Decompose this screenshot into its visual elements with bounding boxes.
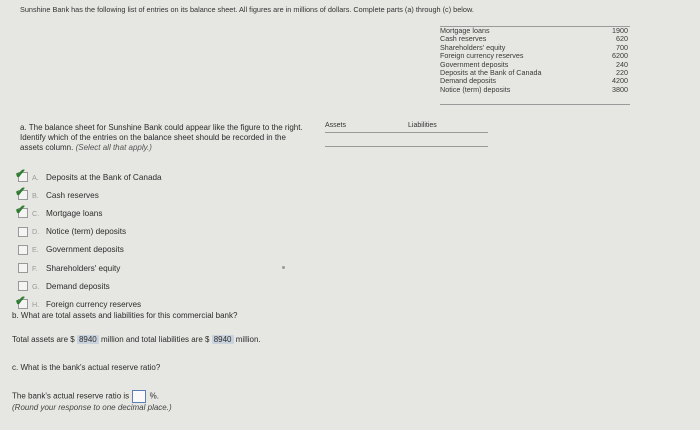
reserve-ratio-input[interactable]	[132, 390, 146, 403]
checkbox[interactable]	[15, 293, 28, 309]
rounding-note: (Round your response to one decimal place.)	[12, 403, 172, 412]
option-label: Government deposits	[46, 245, 124, 255]
entry-name: Foreign currency reserves	[440, 51, 524, 61]
option-label: Demand deposits	[46, 281, 110, 291]
balance-sheet-entries	[440, 27, 628, 94]
checkmark-icon: ✔	[15, 293, 26, 309]
option-c[interactable]	[12, 204, 162, 222]
total-assets-input[interactable]: 8940	[78, 335, 97, 344]
part-c-prefix: The bank's actual reserve ratio is	[12, 391, 130, 401]
entry-value: 620	[616, 34, 628, 44]
part-c-suffix: %.	[149, 391, 159, 401]
part-a-question-text: a. The balance sheet for Sunshine Bank could appear like the figure to the right. Identify which of the entries on the balance sheet should be recorded in the assets column.	[20, 123, 303, 152]
option-letter: H.	[32, 299, 40, 309]
option-label: Shareholders' equity	[46, 263, 121, 273]
option-a[interactable]	[12, 168, 162, 186]
entry-value: 220	[616, 68, 628, 78]
option-b[interactable]	[12, 186, 162, 204]
assets-divider	[325, 132, 488, 133]
entry-name: Government deposits	[440, 59, 509, 69]
checkmark-icon: ✔	[15, 166, 26, 182]
part-b-answer	[12, 335, 261, 344]
checkmark-icon: ✔	[15, 202, 26, 218]
part-a-question	[20, 123, 310, 153]
total-liabilities-input[interactable]: 8940	[213, 335, 232, 344]
entry-value: 3800	[612, 84, 628, 94]
entry-value: 6200	[612, 51, 628, 61]
assets-column-label: Assets	[325, 122, 347, 129]
entry-value: 240	[616, 59, 628, 69]
option-letter: F.	[32, 263, 38, 273]
checkmark-icon: ✔	[15, 184, 26, 200]
entry-value: 4200	[612, 76, 628, 86]
entries-bottom-divider	[440, 104, 630, 105]
checkbox[interactable]	[18, 245, 28, 255]
option-f[interactable]	[12, 259, 162, 277]
option-label: Mortgage loans	[46, 208, 103, 218]
part-b-middle: million and total liabilities are $	[100, 335, 210, 344]
checkbox[interactable]	[18, 227, 28, 237]
entry-row	[440, 86, 628, 94]
entry-name: Deposits at the Bank of Canada	[440, 68, 542, 78]
checkbox[interactable]	[15, 166, 28, 182]
option-d[interactable]	[12, 223, 162, 241]
entry-value: 1900	[612, 26, 628, 35]
option-letter: A.	[32, 172, 39, 182]
entry-name: Shareholders' equity	[440, 42, 506, 52]
option-letter: C.	[32, 208, 40, 218]
mouse-cursor	[282, 266, 285, 269]
option-label: Foreign currency reserves	[46, 299, 142, 309]
option-e[interactable]	[12, 241, 162, 259]
entry-name: Notice (term) deposits	[440, 84, 511, 94]
part-c-question: c. What is the bank's actual reserve ratio?	[12, 363, 161, 372]
entry-value: 700	[616, 42, 628, 52]
liabilities-column-label: Liabilities	[408, 122, 437, 129]
part-b-suffix: million.	[235, 335, 261, 344]
checkbox[interactable]	[15, 184, 28, 200]
option-letter: G.	[32, 281, 40, 291]
option-label: Notice (term) deposits	[46, 227, 127, 237]
entry-name: Cash reserves	[440, 34, 487, 44]
part-b-question: b. What are total assets and liabilities for this commercial bank?	[12, 311, 238, 320]
checkbox[interactable]	[18, 281, 28, 291]
part-c-answer	[12, 390, 159, 403]
entry-name: Mortgage loans	[440, 26, 490, 35]
asset-options-list	[12, 168, 162, 314]
option-label: Cash reserves	[46, 190, 99, 200]
checkbox[interactable]	[18, 263, 28, 273]
part-a-instruction: (Select all that apply.)	[75, 143, 152, 152]
option-g[interactable]	[12, 277, 162, 295]
option-letter: B.	[32, 190, 39, 200]
entry-name: Demand deposits	[440, 76, 496, 86]
part-b-prefix: Total assets are $	[12, 335, 75, 344]
table-bottom-divider	[325, 146, 488, 147]
checkbox[interactable]	[15, 202, 28, 218]
option-letter: E.	[32, 245, 39, 255]
option-label: Deposits at the Bank of Canada	[46, 172, 162, 182]
option-letter: D.	[32, 227, 40, 237]
problem-intro: Sunshine Bank has the following list of entries on its balance sheet. All figures are in millions of dollars. Complete parts (a) through (c) below.	[20, 5, 474, 14]
